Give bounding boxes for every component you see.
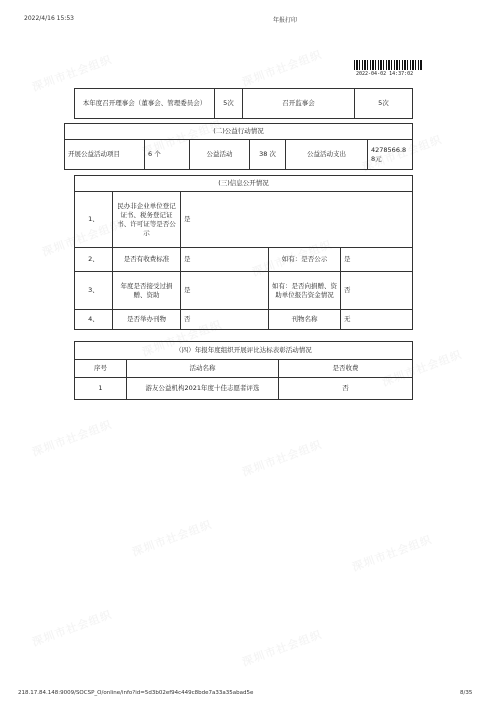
activity-number: 1 — [75, 378, 127, 400]
sub-answer: 否 — [341, 272, 413, 310]
sub-question: 如有：是否向捐赠、资助单位报告资金情况 — [269, 272, 341, 310]
supervisory-meetings-label: 召开监事会 — [243, 89, 355, 119]
expense-value: 4278566.88元 — [368, 140, 413, 170]
sub-answer: 是 — [341, 248, 413, 272]
table-row — [75, 378, 413, 400]
section4-table — [74, 341, 413, 400]
watermark — [30, 606, 114, 650]
answer: 是 — [181, 248, 269, 272]
question: 是否有收费标准 — [113, 248, 181, 272]
supervisory-meetings-count: 5次 — [355, 89, 413, 119]
footer-url: 218.17.84.148:9009/SOCSP_O/online/info?id=5d3b02ef94c449c8bde7a33a35abad5e — [18, 690, 254, 696]
answer: 否 — [181, 310, 269, 330]
watermark — [240, 436, 324, 480]
info-row — [75, 192, 413, 248]
col-header-name: 活动名称 — [127, 360, 279, 378]
section4-title: （四）年报年度组织开展评比达标表彰活动情况 — [75, 342, 413, 360]
row-number: 3、 — [75, 272, 113, 310]
watermark — [350, 531, 434, 575]
projects-label: 开展公益活动项目 — [65, 140, 145, 170]
info-row — [75, 248, 413, 272]
watermark — [30, 416, 114, 460]
barcode-number: 2022-04-02 14:37:02 — [356, 71, 414, 77]
page-header-title: 年报打印 — [273, 17, 298, 24]
print-datetime: 2022/4/16 15:53 — [24, 15, 74, 22]
section2-table — [64, 123, 413, 170]
answer: 是 — [181, 272, 269, 310]
sub-question: 如有：是否公示 — [269, 248, 341, 272]
section3-table — [74, 175, 413, 330]
section2-title: (二)公益行动情况 — [65, 124, 413, 140]
section3-title: (三)信息公开情况 — [75, 176, 413, 192]
question: 民办非企业单位登记证书、税务登记证书、许可证等是否公示 — [113, 192, 181, 248]
col-header-no: 序号 — [75, 360, 127, 378]
info-row — [75, 310, 413, 330]
projects-value: 6 个 — [145, 140, 190, 170]
board-meetings-label: 本年度召开理事会（董事会、管理委员会） — [75, 89, 215, 119]
meetings-table — [74, 88, 413, 119]
question: 是否举办刊物 — [113, 310, 181, 330]
info-row — [75, 272, 413, 310]
sub-answer: 无 — [341, 310, 413, 330]
sub-question: 刊物名称 — [269, 310, 341, 330]
activity-name: 游友公益机构2021年度十佳志愿者评选 — [127, 378, 279, 400]
activity-fee: 否 — [279, 378, 413, 400]
watermark — [240, 626, 324, 670]
answer: 是 — [181, 192, 413, 248]
page-number: 8/35 — [460, 690, 473, 696]
watermark — [240, 46, 324, 90]
row-number: 2、 — [75, 248, 113, 272]
row-number: 1、 — [75, 192, 113, 248]
activities-value: 38 次 — [250, 140, 286, 170]
activities-label: 公益活动 — [190, 140, 250, 170]
expense-label: 公益活动支出 — [286, 140, 368, 170]
question: 年度是否接受过捐赠、资助 — [113, 272, 181, 310]
col-header-fee: 是否收费 — [279, 360, 413, 378]
barcode — [354, 60, 422, 70]
watermark — [130, 516, 214, 560]
row-number: 4、 — [75, 310, 113, 330]
board-meetings-count: 5次 — [215, 89, 243, 119]
